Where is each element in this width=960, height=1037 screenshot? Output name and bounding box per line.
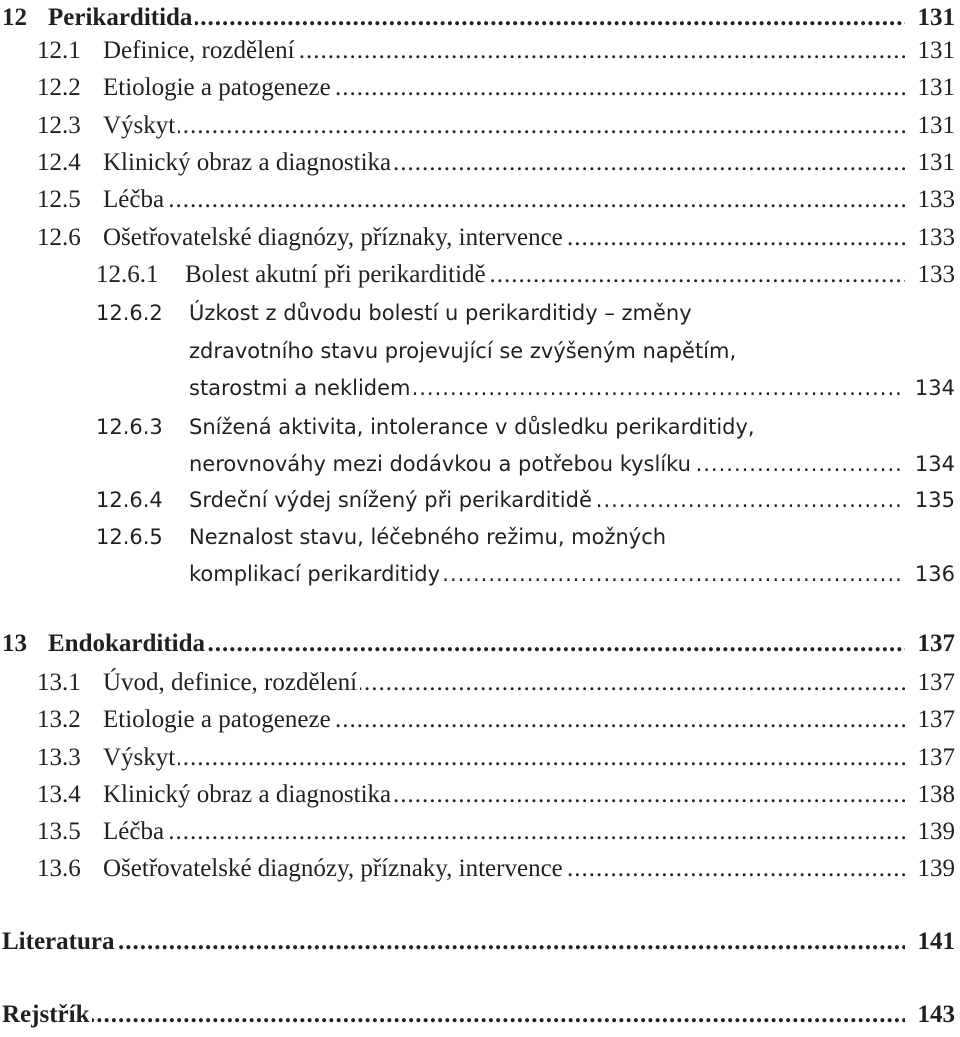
- toc-number: 13: [2, 630, 27, 657]
- toc-entry-12-5[interactable]: [0, 182, 955, 218]
- toc-title: Etiologie a patogeneze: [103, 74, 334, 101]
- toc-entry-13-5[interactable]: [0, 814, 955, 850]
- toc-title-continued: starostmi a neklidem: [189, 376, 414, 400]
- toc-page-number: 137: [917, 744, 955, 771]
- toc-page-number: 134: [914, 452, 955, 476]
- toc-number: 12.6.3: [96, 415, 163, 439]
- toc-title: Etiologie a patogeneze: [103, 706, 334, 733]
- toc-number: 13.2: [37, 706, 81, 733]
- toc-page-number: 135: [914, 488, 955, 512]
- toc-page-number: 143: [917, 1001, 955, 1028]
- toc-number: 12.5: [37, 186, 81, 213]
- toc-entry-12-6-1[interactable]: [0, 257, 955, 293]
- toc-literatura[interactable]: [0, 924, 955, 960]
- toc-number: 12.6.2: [96, 301, 163, 325]
- toc-title: Snížená aktivita, intolerance v důsledku perikarditidy,: [189, 415, 758, 439]
- toc-number: 12.2: [37, 74, 81, 101]
- toc-chapter-13[interactable]: [0, 626, 955, 662]
- toc-entry-12-6[interactable]: [0, 220, 955, 256]
- toc-page-number: 131: [917, 74, 955, 101]
- toc-number: 13.4: [37, 781, 81, 808]
- toc-title: Výskyt: [103, 744, 178, 771]
- toc-entry-12-1[interactable]: [0, 33, 955, 69]
- toc-number: 12.6: [37, 224, 81, 251]
- toc-title: Endokarditida: [48, 630, 208, 657]
- toc-number: 12.1: [37, 37, 81, 64]
- toc-title: Léčba: [103, 186, 167, 213]
- toc-number: 12: [2, 4, 27, 31]
- toc-title: Literatura: [2, 928, 117, 955]
- toc-page-number: 131: [917, 112, 955, 139]
- toc-page-number: 133: [917, 186, 955, 213]
- toc-page-number: 137: [917, 669, 955, 696]
- toc-entry-12-6-3-end: [0, 446, 955, 482]
- toc-title: Ošetřovatelské diagnózy, příznaky, intervence: [103, 224, 566, 251]
- toc-title-continued: nerovnováhy mezi dodávkou a potřebou kyslíku: [189, 452, 694, 476]
- toc-title: Léčba: [103, 818, 167, 845]
- toc-number: 13.3: [37, 744, 81, 771]
- toc-title: Úvod, definice, rozdělení: [103, 669, 360, 696]
- toc-number: 13.1: [37, 669, 81, 696]
- toc-title: Klinický obraz a diagnostika: [103, 149, 394, 176]
- toc-title: Klinický obraz a diagnostika: [103, 781, 394, 808]
- toc-number: 12.6.5: [96, 525, 163, 549]
- toc-page-number: 133: [917, 224, 955, 251]
- toc-title-continued: komplikací perikarditidy: [189, 562, 443, 586]
- toc-page-number: 136: [914, 562, 955, 586]
- toc-entry-13-3[interactable]: [0, 740, 955, 776]
- toc-number: 12.6.1: [96, 261, 159, 288]
- toc-page-number: 131: [917, 149, 955, 176]
- toc-title: Srdeční výdej snížený při perikarditidě: [189, 488, 595, 512]
- toc-chapter-12[interactable]: [0, 0, 955, 36]
- toc-number: 13.6: [37, 855, 81, 882]
- toc-entry-12-6-2-end: [0, 370, 955, 406]
- toc-page-number: 133: [917, 261, 955, 288]
- toc-page-number: 137: [917, 630, 955, 657]
- toc-number: 13.5: [37, 818, 81, 845]
- toc-title: Perikarditida: [48, 4, 195, 31]
- toc-title-continued: zdravotního stavu projevující se zvýšeným napětím,: [189, 339, 739, 363]
- toc-number: 12.6.4: [96, 488, 163, 512]
- toc-title: Výskyt: [103, 112, 178, 139]
- toc-number: 12.4: [37, 149, 81, 176]
- toc-title: Úzkost z důvodu bolestí u perikarditidy – změny: [189, 301, 695, 325]
- toc-entry-12-2[interactable]: [0, 70, 955, 106]
- toc-rejstrik[interactable]: [0, 997, 955, 1033]
- toc-title: Bolest akutní při perikarditidě: [185, 261, 489, 288]
- toc-page-number: 138: [917, 781, 955, 808]
- toc-page-number: 141: [917, 928, 955, 955]
- toc-entry-12-6-4[interactable]: [0, 482, 955, 518]
- toc-page-number: 139: [917, 818, 955, 845]
- toc-entry-12-6-5-end: [0, 556, 955, 592]
- toc-page-number: 137: [917, 706, 955, 733]
- toc-entry-13-4[interactable]: [0, 777, 955, 813]
- toc-entry-12-4[interactable]: [0, 145, 955, 181]
- toc-title: Definice, rozdělení: [103, 37, 298, 64]
- toc-page-number: 139: [917, 855, 955, 882]
- toc-entry-12-3[interactable]: [0, 108, 955, 144]
- toc-entry-13-6[interactable]: [0, 851, 955, 887]
- toc-entry-13-1[interactable]: [0, 665, 955, 701]
- toc-page-number: 134: [914, 376, 955, 400]
- toc-title: Ošetřovatelské diagnózy, příznaky, intervence: [103, 855, 566, 882]
- toc-title: Rejstřík: [2, 1001, 92, 1028]
- toc-entry-13-2[interactable]: [0, 702, 955, 738]
- toc-number: 12.3: [37, 112, 81, 139]
- toc-page-number: 131: [917, 4, 955, 31]
- toc-title: Neznalost stavu, léčebného režimu, možných: [189, 525, 669, 549]
- toc-page-number: 131: [917, 37, 955, 64]
